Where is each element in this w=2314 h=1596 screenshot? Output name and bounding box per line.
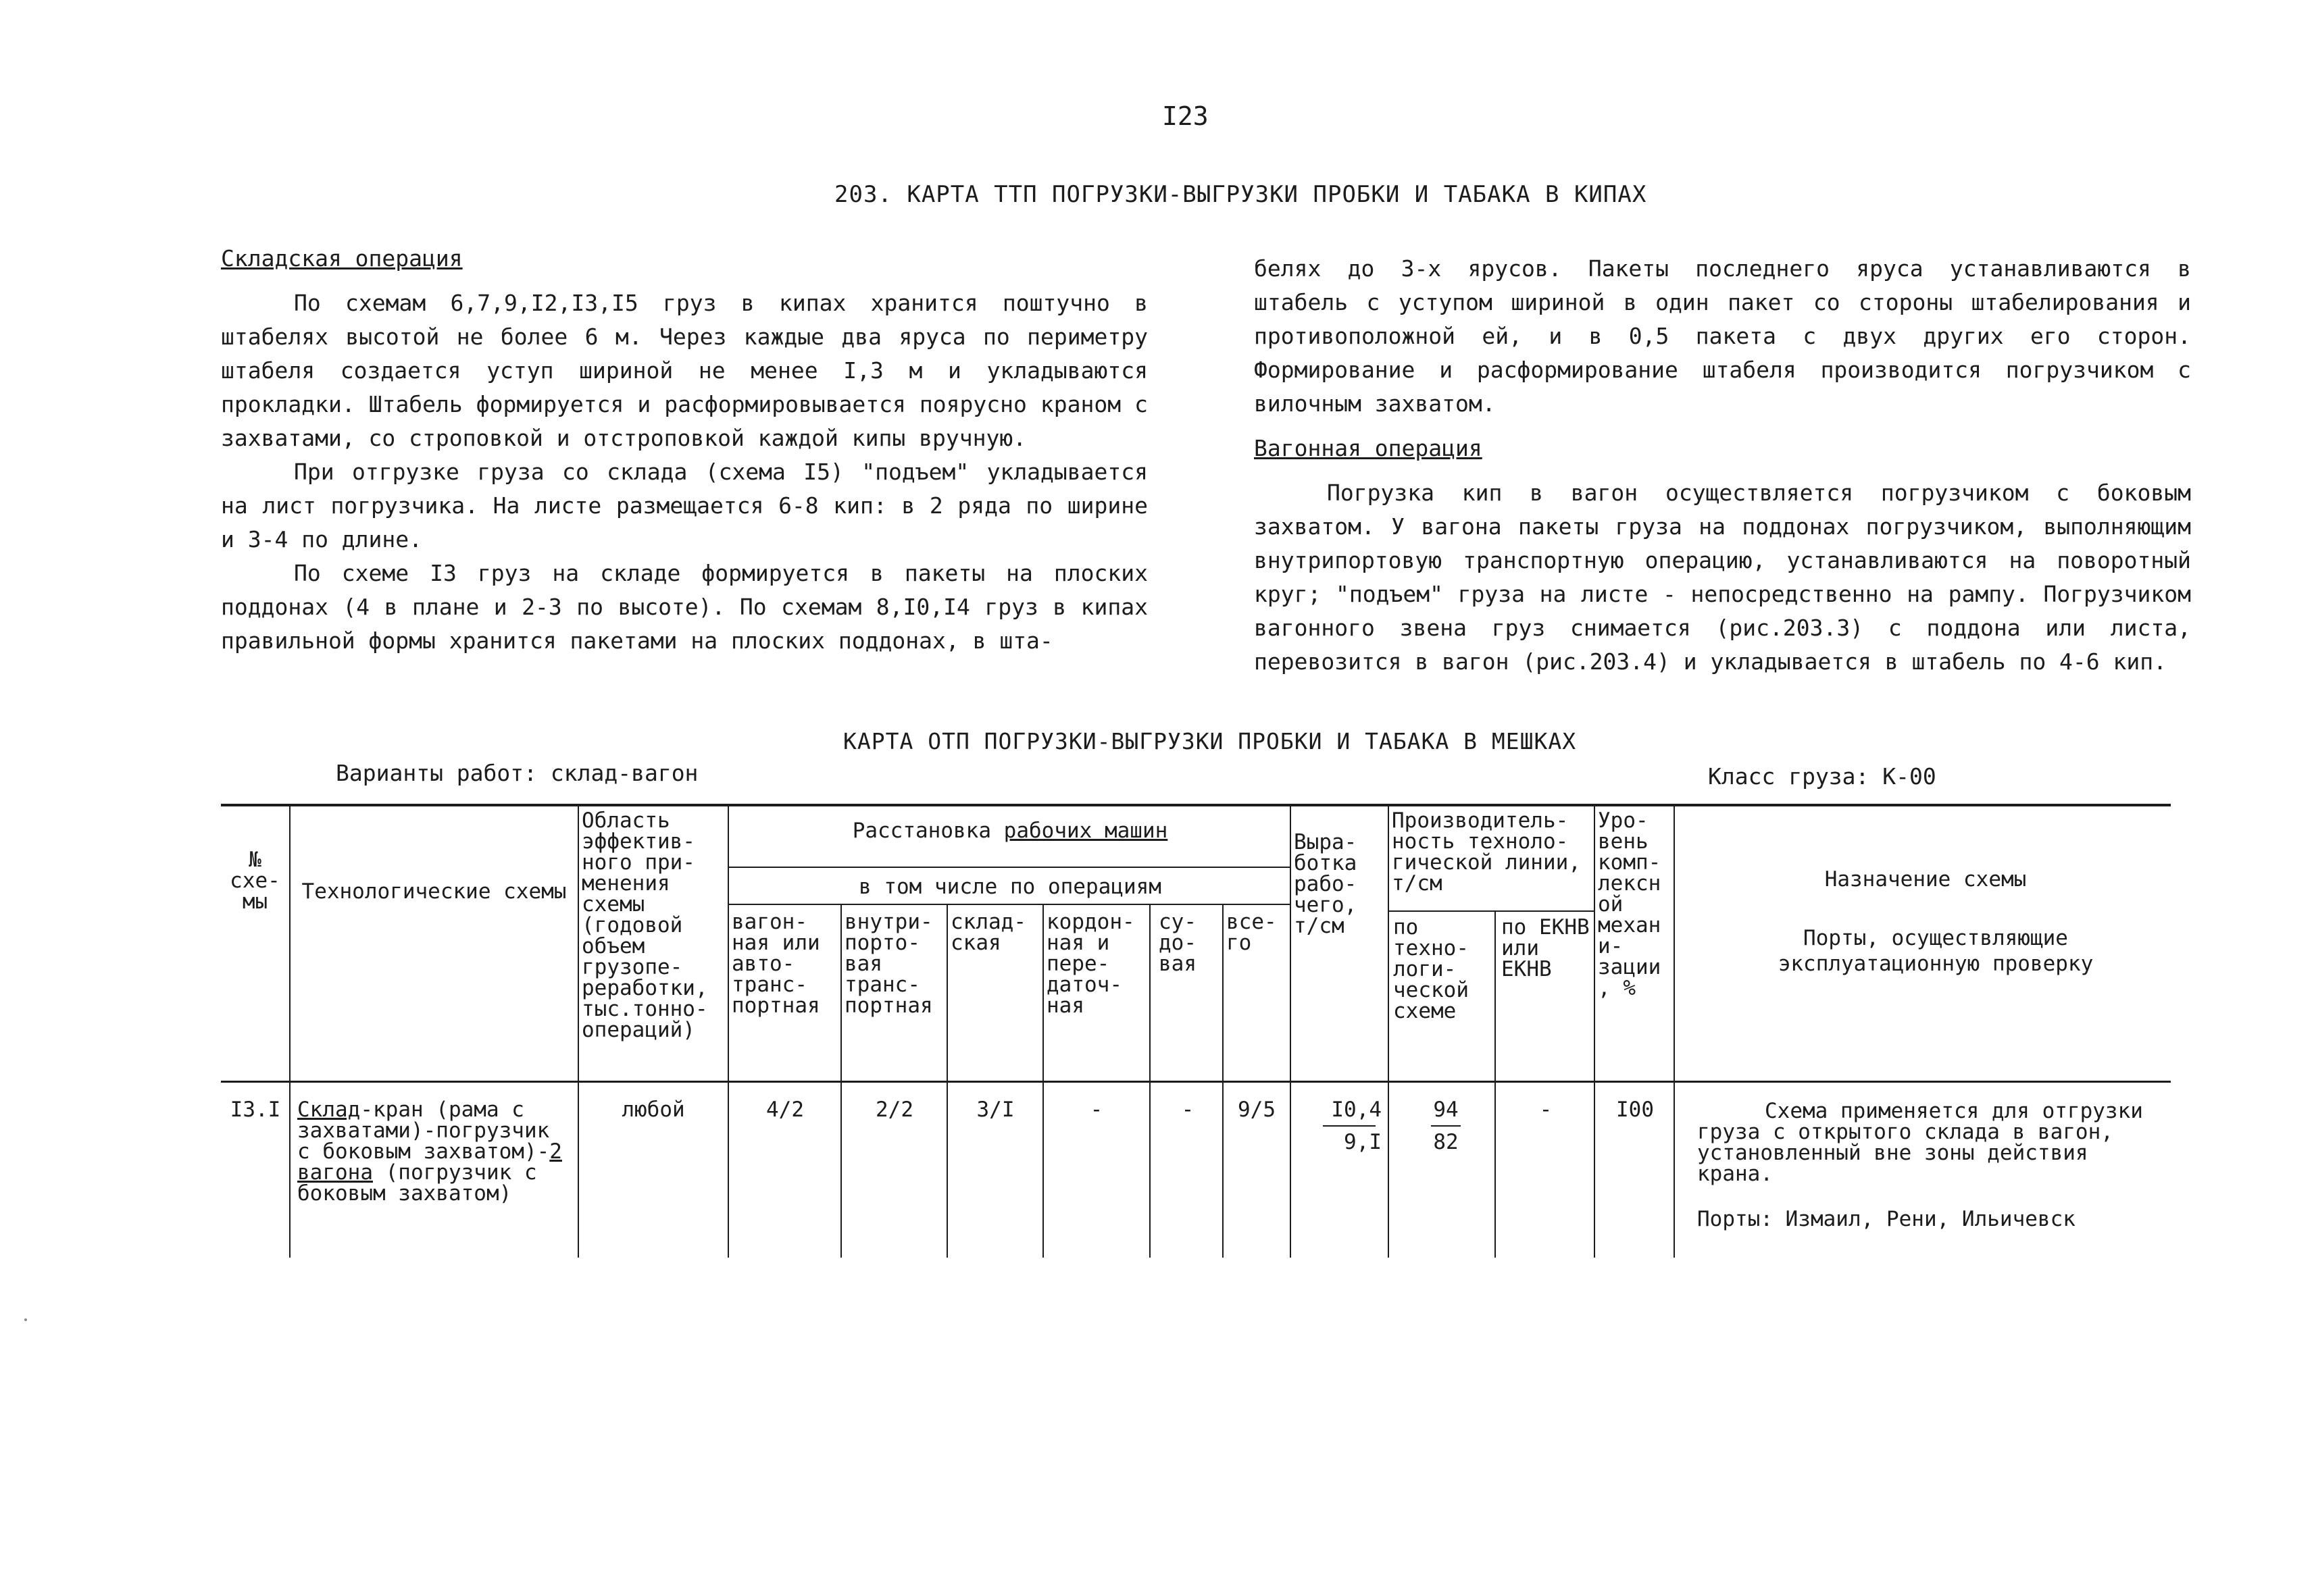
header-productivity: Производитель- ность техноло- гической линии, т/см (1392, 808, 1581, 896)
row-output-bottom: 9,I (1344, 1130, 1382, 1154)
row-op-wagon: 4/2 (766, 1098, 804, 1122)
header-placement-prefix: Расстановка (852, 819, 991, 843)
header-scheme-no: № схе- мы (230, 848, 280, 914)
header-op-cordon: кордон- ная и пере- даточ- ная (1047, 910, 1135, 1018)
page-number: I23 (1162, 101, 1209, 131)
row-tech-crane: -кран (рама с захватами)-погрузчик с боковым захватом)- (297, 1098, 550, 1164)
row-prod-bottom: 82 (1433, 1130, 1459, 1154)
header-op-warehouse: склад- ская (951, 910, 1026, 955)
header-mechanization-level: Уро- вень комп- лексной механи- зации, % (1598, 808, 1661, 1000)
row-tech-scheme (297, 1100, 571, 1204)
row-tech-warehouse: Склад (297, 1098, 361, 1122)
header-ports-testing: Порты, осуществляющие эксплуатационную проверку (1778, 926, 2094, 976)
row-prod-fraction-line (1431, 1125, 1461, 1127)
header-purpose: Назначение схемы (1824, 867, 2027, 892)
row-op-ship: - (1181, 1098, 1194, 1122)
row-prod-norms: - (1539, 1098, 1553, 1122)
table-title: КАРТА ОТП ПОГРУЗКИ-ВЫГРУЗКИ ПРОБКИ И ТАБАКА В МЕШКАХ (843, 728, 1577, 754)
row-scheme-no: I3.I (230, 1098, 281, 1122)
wagon-paragraph: Погрузка кип в вагон осуществляется погрузчиком с боковым захватом. У вагона пакеты груза на поддонах погрузчиком, выполняющим внутрипортовую транспортную операцию, устанавливаются на поворотный круг; "подъем" груза на листе - непосредственно на рампу. Погрузчиком вагонного звена груз снимается (рис.203.3) с поддона или листа, перевозится в вагон (рис.203.4) и укладывается в штабель по 4-6 кип. (1254, 480, 2191, 675)
wagon-heading: Вагонная операция (1254, 435, 1482, 461)
row-application-area: любой (622, 1098, 685, 1122)
header-prod-by-norms: по ЕКНВ или ЕКНВ (1501, 915, 1590, 981)
warehouse-paragraph-2: При отгрузке груза со склада (схема I5) "подъем" укладывается на лист погрузчика. На листе размещается 6-8 кип: в 2 ряда по ширине и 3-4 по длине. (221, 459, 1148, 552)
row-op-internal: 2/2 (876, 1098, 913, 1122)
row-op-total: 9/5 (1238, 1098, 1276, 1122)
row-output-top: I0,4 (1331, 1098, 1382, 1122)
warehouse-paragraph-1: По схемам 6,7,9,I2,I3,I5 груз в кипах хранится поштучно в штабелях высотой не более 6 м. Через каждые два яруса по периметру штабеля создается уступ шириной не менее I,3 м и укладываются прокладки. Штабель формируется и расформировывается поярусно краном с захватами, со строповкой и отстроповкой каждой кипы вручную. (221, 290, 1148, 451)
header-op-total: все- го (1226, 910, 1277, 955)
warehouse-paragraph-3: По схеме I3 груз на складе формируется в пакеты на плоских поддонах (4 в плане и 2-3 по высоте). По схемам 8,I0,I4 груз в кипах правильной формы хранится пакетами на плоских поддонах, в шта- (221, 560, 1148, 654)
row-prod-top: 94 (1433, 1098, 1459, 1122)
row-tech-wagons: 2 вагона (297, 1139, 562, 1185)
header-op-ship: су- до- вая (1159, 910, 1197, 976)
work-variants: Варианты работ: склад-вагон (336, 760, 699, 786)
warehouse-section (221, 242, 1148, 658)
row-ports: Порты: Измаил, Рени, Ильичевск (1697, 1207, 2076, 1231)
right-column (1254, 252, 2191, 679)
row-output-fraction-line (1323, 1125, 1376, 1127)
header-tech-schemes: Технологические схемы (301, 879, 567, 904)
row-op-warehouse: 3/I (976, 1098, 1015, 1122)
header-application-area: Область эффектив- ного при- менения схемы (годовой объем грузопе- реработки, тыс.тонно-операций) (582, 808, 708, 1042)
continuation-paragraph: белях до 3-х ярусов. Пакеты последнего яруса устанавливаются в штабель с уступом шириной в один пакет со стороны штабелирования и противоположной ей, и в 0,5 пакета с двух других его сторон. Формирование и расформирование штабеля производится погрузчиком с вилочным захватом. (1254, 255, 2191, 417)
header-including-ops: в том числе по операциям (859, 875, 1161, 899)
row-purpose: Схема применяется для отгрузки груза с открытого склада в вагон, установленный вне зоны действия крана. (1697, 1099, 2143, 1186)
scan-speck (24, 1318, 27, 1321)
header-placement-underlined: рабочих машин (1003, 819, 1168, 843)
warehouse-heading: Складская операция (221, 245, 463, 272)
cargo-class: Класс груза: К-00 (1708, 763, 1936, 790)
header-op-internal: внутри- порто- вая транс- портная (845, 910, 933, 1018)
header-machine-placement (733, 821, 1287, 842)
header-prod-by-scheme: по техно- логи- ческой схеме (1393, 915, 1469, 1023)
header-output: Выра- ботка рабо- чего, т/см (1294, 830, 1357, 938)
header-op-wagon: вагон- ная или авто- транс- портная (732, 910, 820, 1018)
page-title: 203. КАРТА ТТП ПОГРУЗКИ-ВЫГРУЗКИ ПРОБКИ И ТАБАКА В КИПАХ (834, 181, 1647, 208)
row-op-cordon: - (1090, 1098, 1103, 1122)
row-tech-loader: (погрузчик с боковым захватом) (297, 1160, 537, 1206)
row-mechanization: I00 (1616, 1098, 1654, 1122)
